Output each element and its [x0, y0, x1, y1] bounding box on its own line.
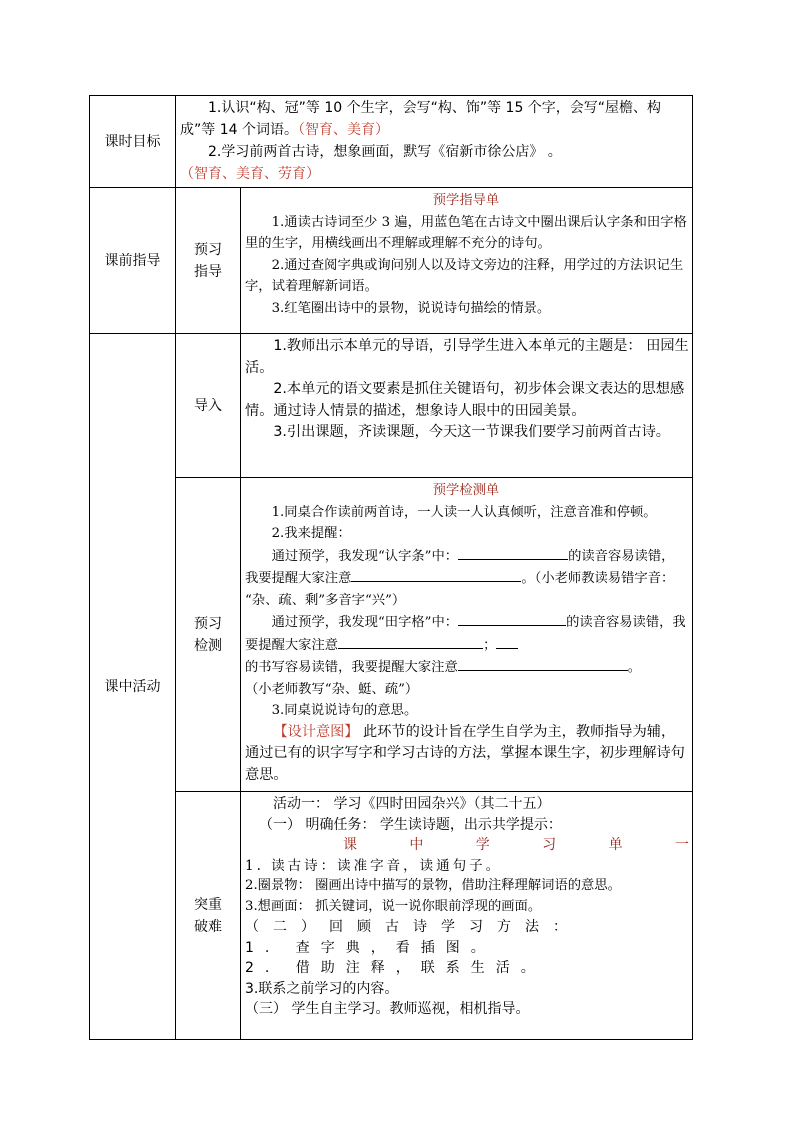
sheet-title-char: 习 [542, 837, 557, 853]
blank-a2[interactable] [351, 567, 521, 582]
focus-task-1: 1. 读古诗：读准字音，读通句子。 [245, 857, 503, 874]
preclass-row [90, 188, 693, 334]
focus-label: 突重破难 [176, 792, 241, 1040]
goal-label: 课时目标 [90, 96, 176, 188]
focus-step-2: （二）回顾古诗学习方法： [245, 919, 581, 935]
check-line-c: 的书写容易读错，我要提醒大家注意 。 [245, 656, 687, 679]
preclass-sub-label: 预习指导 [176, 188, 241, 334]
intro-label: 导入 [176, 334, 241, 478]
check-content [241, 478, 693, 792]
design-intent-tag: 【设计意图】 [273, 723, 359, 740]
sheet-title-char: 课 [343, 837, 357, 853]
intro-item-2: 2.本单元的语文要素是抓住关键语句，初步体会课文表达的思想感情。通过诗人情景的描述，想象诗人眼中的田园美景。 [245, 381, 685, 419]
focus-task-3: 3.想画面： 抓关键词，说一说你眼前浮现的画面。 [245, 898, 542, 914]
blank-b1[interactable] [458, 611, 566, 626]
blank-b3[interactable] [496, 634, 518, 649]
intro-row [90, 334, 693, 478]
focus-content [241, 792, 693, 1040]
preclass-label: 课前指导 [90, 188, 176, 334]
check-line-c-note: （小老师教写“杂、蜓、疏”） [245, 681, 419, 697]
preclass-content [241, 188, 693, 334]
focus-activity: 活动一： 学习《四时田园杂兴》（其二十五） [273, 796, 551, 812]
goal-line-2-tag: （智育、美育、劳育） [180, 166, 320, 182]
check-line-a: 通过预学，我发现“认字条”中： 的读音容易读错，我要提醒大家注意 。（小老师教读易错字音： “杂、疏、剩”多音字“兴”） [245, 545, 687, 612]
focus-method-1: 1. 查字典，看插图。 [245, 939, 496, 956]
goal-row [90, 96, 693, 188]
focus-method-2: 2. 借助注释，联系生活。 [245, 960, 546, 976]
check-label: 预习检测 [176, 478, 241, 792]
intro-item-1: 1.教师出示本单元的导语，引导学生进入本单元的主题是： 田园生活。 [245, 338, 689, 376]
check-row [90, 478, 693, 792]
blank-a1[interactable] [458, 545, 568, 560]
focus-step-1: （一） 明确任务： 学生读诗题，出示共学提示： [259, 816, 562, 833]
check-item-2: 2.我来提醒： [271, 526, 351, 541]
preclass-item-2: 2.通过查阅字典或询问别人以及诗文旁边的注释，用学过的方法识记生字，试着理解新词语。 [245, 257, 684, 294]
goal-line-1: 1.认识“构、冠”等 10 个生字，会写“构、饰”等 15 个字，会写“屋檐、构成”等 14 个词语。（智育、美育） [180, 100, 662, 138]
check-design-note: 【设计意图】 此环节的设计旨在学生自学为主，教师指导为辅，通过已有的识字写字和学习古诗的方法，掌握本课生字，初步理解诗句意思。 [245, 723, 685, 783]
focus-row [90, 792, 693, 1040]
blank-b2[interactable] [338, 634, 483, 649]
sheet-title-char: 学 [475, 837, 490, 853]
intro-item-3: 3.引出课题，齐读课题，今天这一节课我们要学习前两首古诗。 [273, 424, 670, 440]
check-line-b: 通过预学，我发现“田字格”中： 的读音容易读错，我要提醒大家注意 ； [245, 611, 687, 656]
preclass-sheet-title: 预学指导单 [432, 193, 500, 208]
blank-c1[interactable] [458, 656, 628, 671]
check-item-1: 1.同桌合作读前两首诗，一人读一人认真倾听，注意音准和停顿。 [271, 504, 657, 520]
focus-sheet-title [245, 835, 689, 856]
check-sheet-title: 预学检测单 [432, 483, 500, 498]
preclass-item-3: 3.红笔圈出诗中的景物，说说诗句描绘的情景。 [271, 300, 551, 316]
goal-line-2: 2.学习前两首古诗，想象画面，默写《宿新市徐公店》 。（智育、美育、劳育） [180, 144, 562, 182]
focus-step-3: （三） 学生自主学习。教师巡视，相机指导。 [245, 1001, 530, 1017]
sheet-title-char: 中 [409, 837, 424, 853]
goal-line-1-tag: （智育、美育） [297, 122, 389, 138]
sheet-title-char: 单 [608, 837, 623, 853]
focus-method-3: 3.联系之前学习的内容。 [245, 980, 399, 997]
sheet-title-char: 一 [674, 837, 689, 853]
intro-content [241, 334, 693, 478]
goal-content [176, 96, 693, 188]
focus-task-2: 2.圈景物： 圈画出诗中描写的景物，借助注释理解词语的意思。 [245, 878, 621, 893]
inclass-label: 课中活动 [90, 334, 176, 1040]
preclass-item-1: 1.通读古诗词至少 3 遍，用蓝色笔在古诗文中圈出课后认字条和田字格里的生字，用横线画出不理解或理解不充分的诗句。 [245, 214, 687, 251]
lesson-plan-table [89, 95, 693, 1040]
check-item-3: 3.同桌说说诗句的意思。 [271, 703, 418, 718]
